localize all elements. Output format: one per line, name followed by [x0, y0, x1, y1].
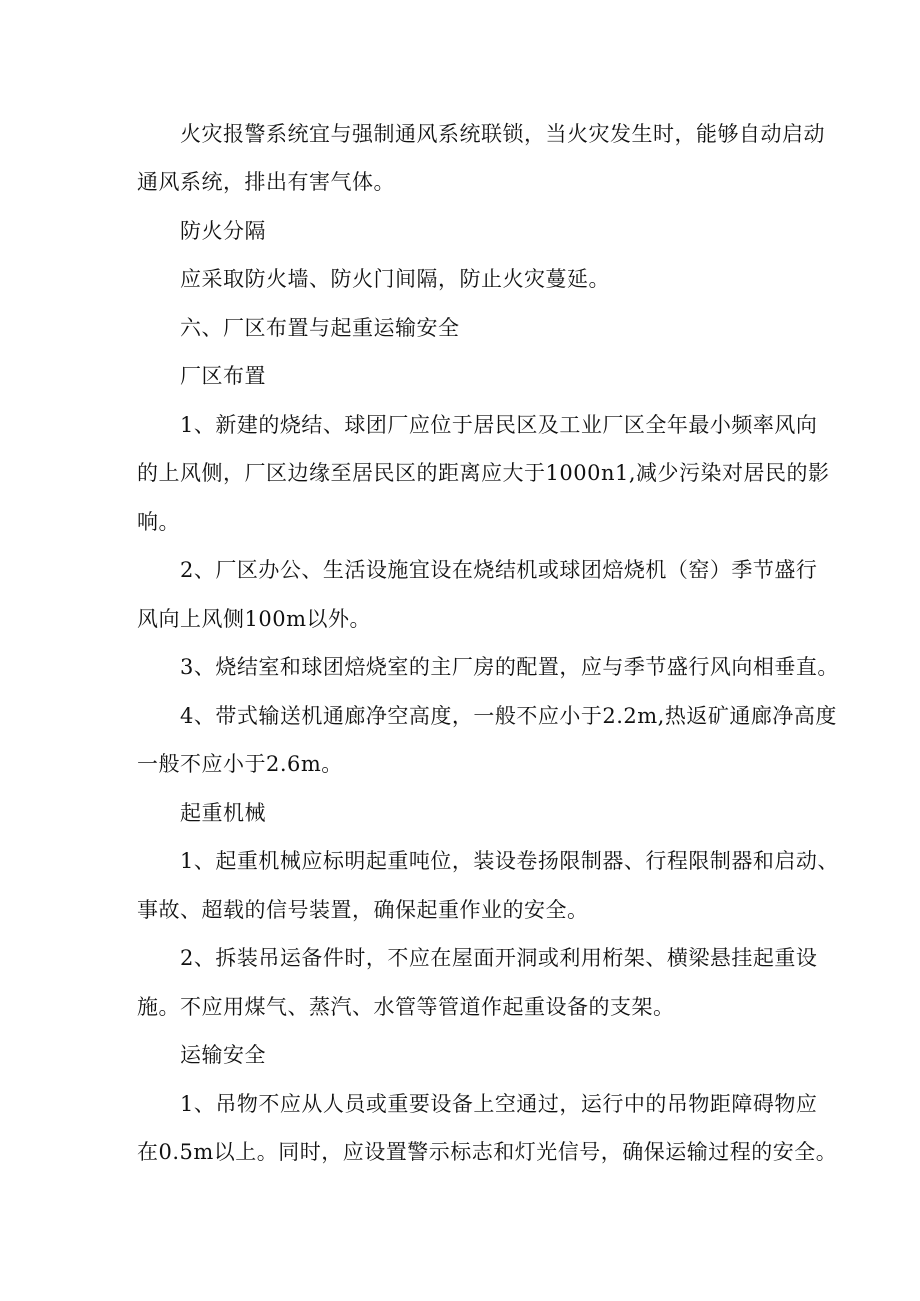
text-line: 一般不应小于2.6m。 — [137, 752, 343, 776]
section-heading: 厂区布置 — [180, 364, 266, 388]
text-line: 在0.5m以上。同时，应设置警示标志和灯光信号，确保运输过程的安全。 — [137, 1140, 838, 1164]
text-line: 风向上风侧100m以外。 — [137, 607, 371, 631]
text-line: 火灾报警系统宜与强制通风系统联锁，当火灾发生时，能够自动启动 — [180, 122, 825, 146]
text-line: 应采取防火墙、防火门间隔，防止火灾蔓延。 — [180, 267, 610, 291]
text-line: 3、烧结室和球团焙烧室的主厂房的配置，应与季节盛行风向相垂直。 — [180, 655, 839, 679]
section-heading: 六、厂区布置与起重运输安全 — [180, 316, 460, 340]
text-line: 通风系统，排出有害气体。 — [137, 170, 395, 194]
text-line: 1、起重机械应标明起重吨位，装设卷扬限制器、行程限制器和启动、 — [180, 849, 839, 873]
text-line: 4、带式输送机通廊净空高度，一般不应小于2.2m,热返矿通廊净高度 — [180, 704, 837, 728]
text-line: 施。不应用煤气、蒸汽、水管等管道作起重设备的支架。 — [137, 995, 675, 1019]
text-line: 1、新建的烧结、球团厂应位于居民区及工业厂区全年最小频率风向 — [180, 413, 818, 437]
text-line: 响。 — [137, 510, 180, 534]
section-heading: 起重机械 — [180, 801, 266, 825]
text-line: 2、厂区办公、生活设施宜设在烧结机或球团焙烧机（窑）季节盛行 — [180, 558, 818, 582]
text-line: 1、吊物不应从人员或重要设备上空通过，运行中的吊物距障碍物应 — [180, 1092, 818, 1116]
text-line: 的上风侧，厂区边缘至居民区的距离应大于1000n1,减少污染对居民的影 — [137, 461, 830, 485]
text-line: 2、拆装吊运备件时，不应在屋面开洞或利用桁架、横梁悬挂起重设 — [180, 946, 818, 970]
section-heading: 运输安全 — [180, 1043, 266, 1067]
text-line: 事故、超载的信号装置，确保起重作业的安全。 — [137, 898, 589, 922]
section-heading: 防火分隔 — [180, 219, 266, 243]
